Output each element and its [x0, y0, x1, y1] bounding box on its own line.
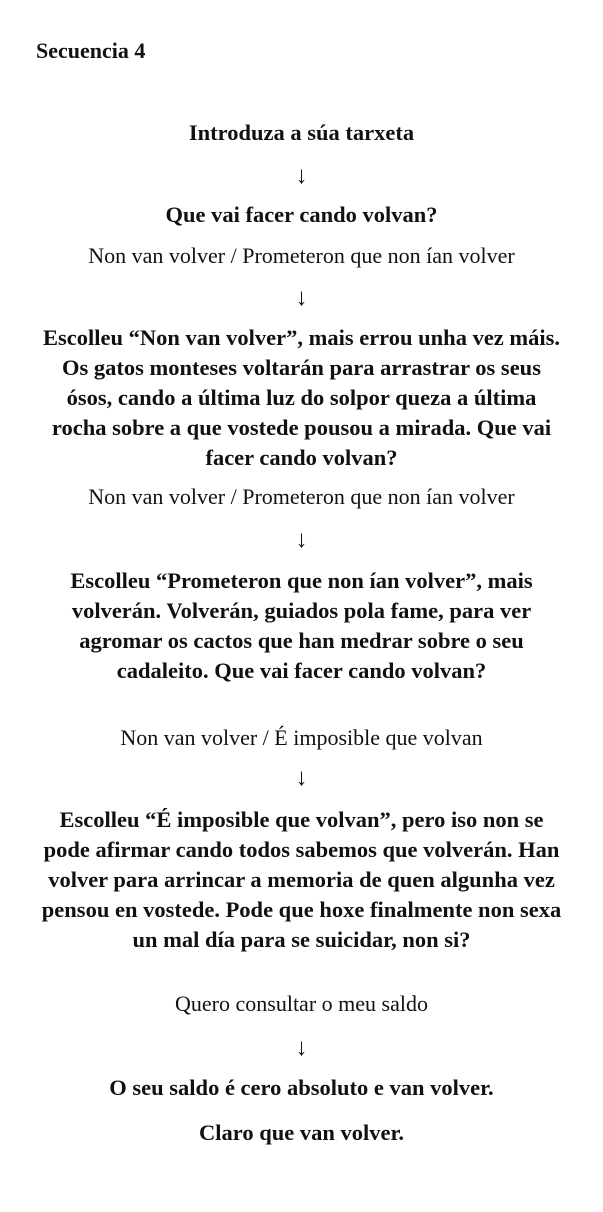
- down-arrow-icon: ↓: [295, 527, 308, 553]
- options-2: Non van volver / Prometeron que non ían volver: [88, 484, 515, 509]
- closing-line: Claro que van volver.: [198, 1120, 405, 1145]
- options-1: Non van volver / Prometeron que non ían volver: [88, 243, 515, 268]
- down-arrow-icon: ↓: [295, 285, 308, 311]
- response-paragraph-3: Escolleu “É imposible que volvan”, pero iso non se pode afirmar cando todos sabemos que volverán. Han volver para arrincar a memoria de quen algunha vez pensou en vostede. Pode que hoxe finalmente non sexa un mal día para se suicidar, non si?: [41, 807, 562, 952]
- step-question-1: Que vai facer cando volvan?: [165, 202, 438, 227]
- balance-result: O seu saldo é cero absoluto e van volver.: [109, 1075, 494, 1100]
- option-balance: Quero consultar o meu saldo: [175, 991, 428, 1016]
- response-paragraph-2: Escolleu “Prometeron que non ían volver”, mais volverán. Volverán, guiados pola fame, para ver agromar os cactos que han medrar sobre o seu cadaleito. Que vai facer cando volvan?: [70, 568, 533, 683]
- down-arrow-icon: ↓: [295, 765, 308, 791]
- step-insert-card: Introduza a súa tarxeta: [188, 120, 415, 145]
- down-arrow-icon: ↓: [295, 163, 308, 189]
- response-paragraph-1: Escolleu “Non van volver”, mais errou unha vez máis. Os gatos monteses voltarán para arrastrar os seus ósos, cando a última luz do solpor queza a última rocha sobre a que vostede pousou a mirada. Que vai facer cando volvan?: [42, 325, 561, 470]
- down-arrow-icon: ↓: [295, 1035, 308, 1061]
- options-3: Non van volver / É imposible que volvan: [120, 725, 483, 750]
- sequence-heading: Secuencia 4: [36, 38, 146, 63]
